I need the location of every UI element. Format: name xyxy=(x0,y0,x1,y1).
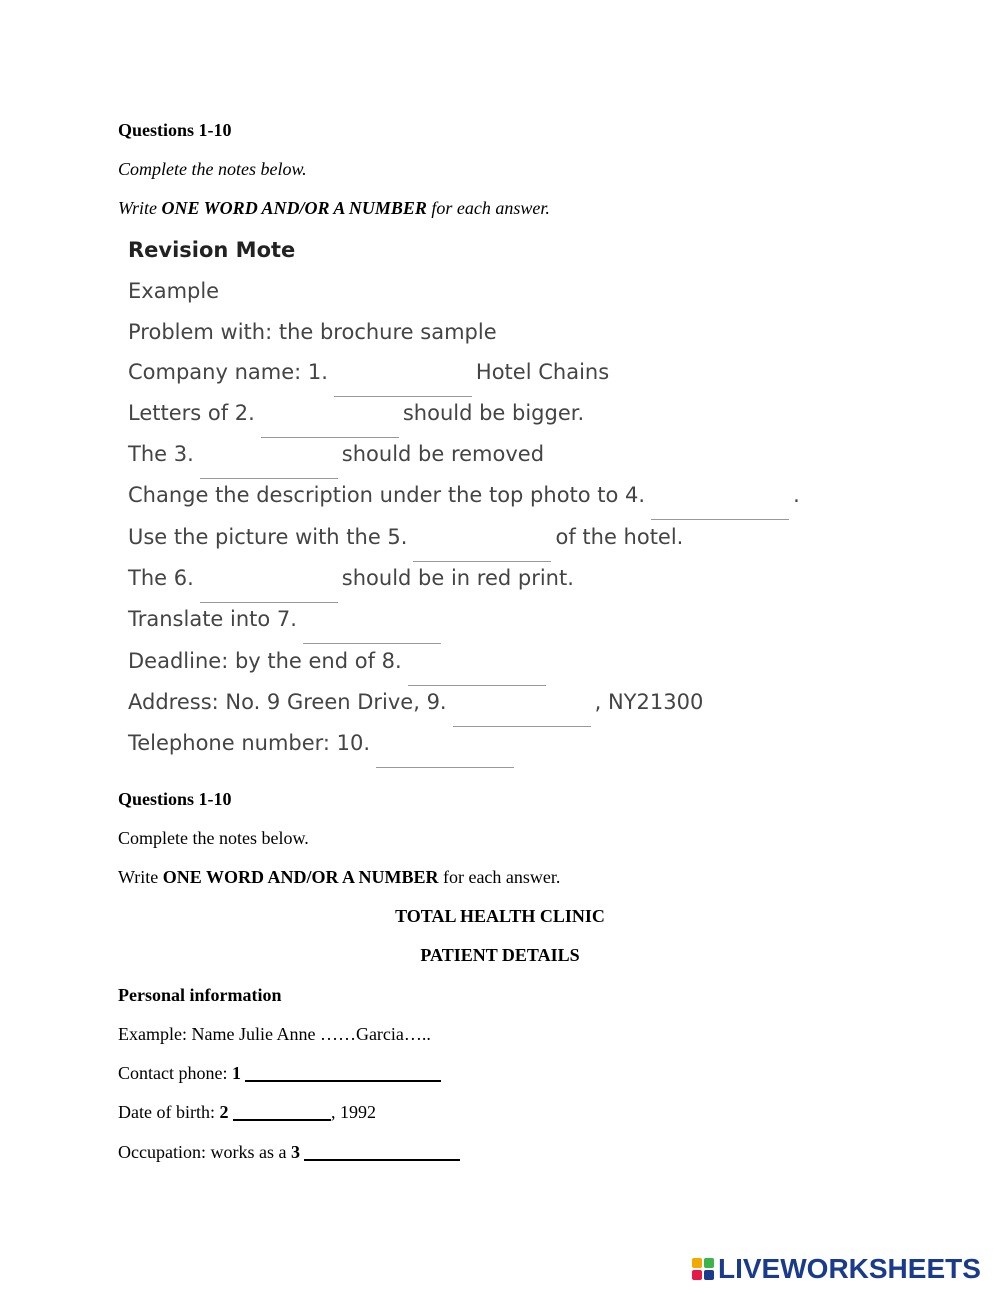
dob-line: Date of birth: 2 , 1992 xyxy=(118,1102,376,1122)
answer-blank-10[interactable] xyxy=(376,739,514,768)
answer-blank-6[interactable] xyxy=(200,574,338,603)
answer-blank-9[interactable] xyxy=(453,698,591,727)
revision-q2: Letters of 2. should be bigger. xyxy=(128,399,584,428)
section2-instruction: Complete the notes below. xyxy=(118,828,309,848)
section1-instruction: Complete the notes below. xyxy=(118,159,307,179)
revision-q6: The 6. should be in red print. xyxy=(128,564,574,593)
liveworksheets-logo-icon xyxy=(692,1258,714,1280)
personal-info-heading: Personal information xyxy=(118,985,282,1005)
revision-example: Example xyxy=(128,279,220,303)
section1-heading: Questions 1-10 xyxy=(118,120,232,140)
answer-blank-3[interactable] xyxy=(200,450,338,479)
clinic-title: TOTAL HEALTH CLINIC xyxy=(395,906,605,926)
example-line: Example: Name Julie Anne ……Garcia….. xyxy=(118,1024,431,1044)
section1-answer-instruction: Write ONE WORD AND/OR A NUMBER for each answer. xyxy=(118,198,550,218)
occupation-line: Occupation: works as a 3 xyxy=(118,1141,460,1163)
answer-blank-2[interactable] xyxy=(261,409,399,438)
dob-blank[interactable] xyxy=(233,1101,331,1121)
contact-phone-blank[interactable] xyxy=(245,1062,441,1082)
revision-q8: Deadline: by the end of 8. xyxy=(128,647,550,676)
occupation-blank[interactable] xyxy=(304,1141,460,1161)
revision-q9: Address: No. 9 Green Drive, 9. , NY21300 xyxy=(128,688,703,717)
answer-blank-1[interactable] xyxy=(334,368,472,397)
revision-q5: Use the picture with the 5. of the hotel. xyxy=(128,523,683,552)
answer-blank-4[interactable] xyxy=(651,491,789,520)
answer-blank-7[interactable] xyxy=(303,615,441,644)
revision-q4: Change the description under the top photo to 4. . xyxy=(128,481,800,510)
liveworksheets-logo xyxy=(692,1254,981,1284)
revision-q3: The 3. should be removed xyxy=(128,440,544,469)
contact-phone-line: Contact phone: 1 xyxy=(118,1062,441,1084)
section2-answer-instruction: Write ONE WORD AND/OR A NUMBER for each answer. xyxy=(118,867,561,887)
answer-blank-5[interactable] xyxy=(413,533,551,562)
answer-blank-8[interactable] xyxy=(408,657,546,686)
revision-title: Revision Mote xyxy=(128,238,296,262)
revision-problem: Problem with: the brochure sample xyxy=(128,320,497,344)
patient-details-title: PATIENT DETAILS xyxy=(420,945,580,965)
section2-heading: Questions 1-10 xyxy=(118,789,232,809)
revision-q10: Telephone number: 10. xyxy=(128,729,518,758)
revision-q7: Translate into 7. xyxy=(128,605,445,634)
revision-q1: Company name: 1. Hotel Chains xyxy=(128,358,609,387)
liveworksheets-logo-text: LIVEWORKSHEETS xyxy=(718,1253,981,1284)
